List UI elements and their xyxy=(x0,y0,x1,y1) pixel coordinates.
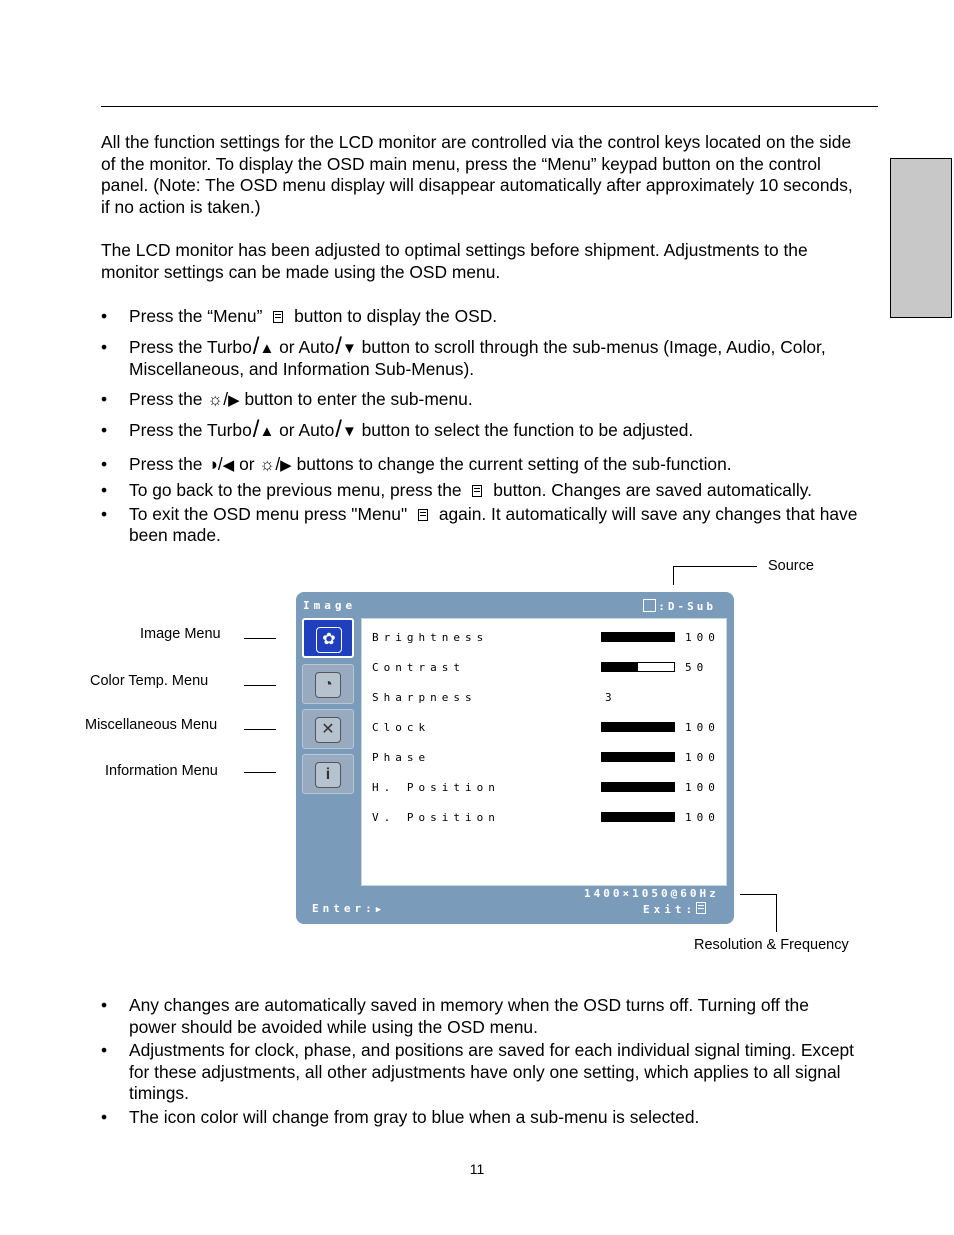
callout-line xyxy=(244,772,276,773)
info-menu-callout: Information Menu xyxy=(105,763,218,779)
step-item: • Press the Turbo/▲ or Auto/▼ button to select the function to be adjusted. xyxy=(101,420,861,443)
phase-bar xyxy=(601,752,675,762)
callout-line xyxy=(244,729,276,730)
contrast-icon: ◑ xyxy=(207,453,218,474)
steps-list xyxy=(101,306,861,547)
contrast-bar xyxy=(601,662,675,672)
v-position-bar xyxy=(601,812,675,822)
step-item: • Press the ☼/▶ button to enter the sub-menu. xyxy=(101,389,861,412)
header-rule xyxy=(101,106,878,107)
osd-source: :D-Sub xyxy=(643,599,716,613)
note-item: • Any changes are automatically saved in memory when the OSD turns off. Turning off the power should be avoided while using the OSD menu. xyxy=(101,995,861,1038)
brightness-icon: ☼ xyxy=(259,453,276,474)
tools-icon: ✕ xyxy=(315,717,341,743)
brightness-bar xyxy=(601,632,675,642)
resolution-callout-line xyxy=(740,894,777,895)
info-icon: i xyxy=(315,762,341,788)
osd-resolution: 1400×1050@60Hz xyxy=(584,887,719,900)
clock-bar xyxy=(601,722,675,732)
note-item: • Adjustments for clock, phase, and positions are saved for each individual signal timing. Except for these adjustments, all other adjustments have only one setting, which applies to all signal timings. xyxy=(101,1040,861,1105)
callout-line xyxy=(244,638,276,639)
right-arrow-icon: ▶ xyxy=(375,905,386,915)
down-arrow-icon: ▼ xyxy=(341,339,357,357)
step-item: • Press the Turbo/▲ or Auto/▼ button to scroll through the sub-menus (Image, Audio, Color, Miscellaneous, and Information Sub-Menus). xyxy=(101,337,861,381)
color-temp-menu-button[interactable] xyxy=(302,664,354,704)
image-menu-button[interactable] xyxy=(302,618,354,658)
intro-paragraph-1: All the function settings for the LCD monitor are controlled via the control keys located on the side of the monitor. To display the OSD main menu, press the “Menu” keypad button on the control panel. (Note: The OSD menu display will disappear automatically after approximately 10 seconds, if no action is taken.) xyxy=(101,132,853,217)
note-item: • The icon color will change from gray to blue when a sub-menu is selected. xyxy=(101,1107,861,1129)
slash-icon: / xyxy=(335,332,342,360)
intro-paragraph-2: The LCD monitor has been adjusted to optimal settings before shipment. Adjustments to the monitor settings can be made using the OSD menu. xyxy=(101,240,808,282)
up-arrow-icon: ▲ xyxy=(259,339,275,357)
image-menu-callout: Image Menu xyxy=(140,626,221,642)
step-item: • To exit the OSD menu press "Menu" again. It automatically will save any changes that have been made. xyxy=(101,504,861,547)
input-source-icon xyxy=(643,599,656,612)
source-callout: Source xyxy=(768,558,814,574)
h-position-bar xyxy=(601,782,675,792)
source-callout-line xyxy=(673,566,757,567)
osd-enter-hint: Enter:▶ xyxy=(312,902,386,915)
resolution-callout: Resolution & Frequency xyxy=(694,937,849,953)
menu-icon xyxy=(472,485,482,497)
callout-line xyxy=(244,685,276,686)
notes-list xyxy=(101,995,861,1128)
slash-icon: / xyxy=(252,332,260,360)
menu-icon xyxy=(273,311,283,323)
down-arrow-icon: ▼ xyxy=(341,423,357,440)
misc-menu-callout: Miscellaneous Menu xyxy=(85,717,218,733)
info-menu-button[interactable] xyxy=(302,754,354,794)
slash-icon: / xyxy=(252,416,260,443)
page-number: 11 xyxy=(469,1161,485,1177)
brightness-icon: ☼ xyxy=(207,388,224,409)
osd-exit-hint: Exit: xyxy=(643,902,706,916)
source-callout-line xyxy=(673,566,674,585)
menu-icon xyxy=(418,509,428,521)
right-arrow-icon: ▶ xyxy=(228,391,240,409)
osd-title: Image xyxy=(303,599,357,612)
step-item: • Press the “Menu” button to display the OSD. xyxy=(101,306,861,328)
side-tab xyxy=(890,158,952,318)
up-arrow-icon: ▲ xyxy=(259,423,275,440)
step-item: • To go back to the previous menu, press the button. Changes are saved automatically. xyxy=(101,480,861,502)
right-arrow-icon: ▶ xyxy=(280,456,292,474)
menu-icon xyxy=(696,902,706,914)
misc-menu-button[interactable] xyxy=(302,709,354,749)
slash-icon: / xyxy=(335,416,342,443)
color-temp-icon: ◔ xyxy=(315,672,341,698)
resolution-callout-line xyxy=(776,894,777,932)
osd-menu xyxy=(296,592,734,924)
color-temp-menu-callout: Color Temp. Menu xyxy=(90,673,209,689)
left-arrow-icon: ◀ xyxy=(222,456,235,474)
image-icon: ✿ xyxy=(316,627,342,653)
osd-settings-panel: Brightness 100 Contrast 50 Sharpness 3 Clock 100 Phase 100 H. Position 100 V. Position 100 xyxy=(361,618,727,886)
step-item: • Press the ◑/◀ or ☼/▶ buttons to change the current setting of the sub-function. xyxy=(101,454,861,477)
